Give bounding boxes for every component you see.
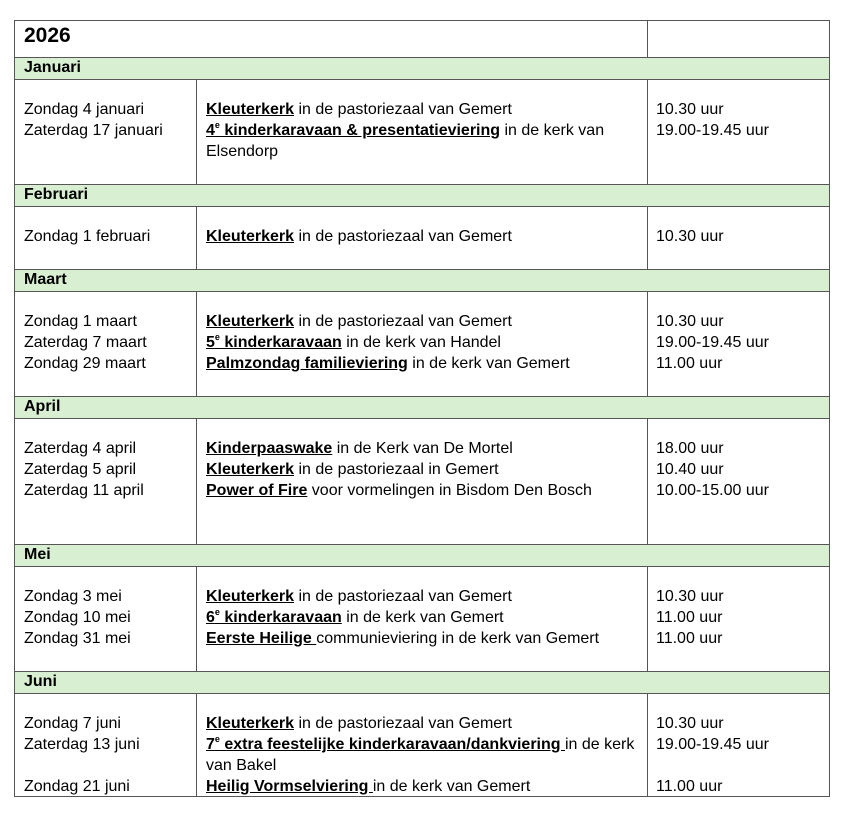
dates-column bbox=[24, 99, 194, 141]
event-title[interactable]: Kleuterkerk bbox=[206, 228, 295, 245]
month-body-februari bbox=[15, 206, 829, 269]
month-body-juni bbox=[15, 693, 829, 797]
month-name: Februari bbox=[24, 186, 89, 203]
event-description: Kleuterkerk in de pastoriezaal in Gemert bbox=[206, 461, 499, 478]
event-title[interactable]: Power of Fire bbox=[206, 482, 308, 499]
event-title[interactable]: Kleuterkerk bbox=[206, 588, 295, 605]
event-time: 19.00-19.45 uur bbox=[656, 334, 769, 351]
event-date: Zaterdag 5 april bbox=[24, 461, 137, 478]
event-description: Eerste Heilige communieviering in de kerk van Gemert bbox=[206, 630, 600, 647]
events-column bbox=[206, 99, 636, 162]
event-time: 10.30 uur bbox=[656, 715, 724, 732]
event-description: Palmzondag familieviering in de kerk van Gemert bbox=[206, 355, 570, 372]
event-title[interactable]: Heilig Vormselviering bbox=[206, 778, 373, 795]
month-header-mei bbox=[15, 544, 829, 566]
month-body-mei bbox=[15, 566, 829, 671]
event-title[interactable]: Kleuterkerk bbox=[206, 715, 295, 732]
schedule-table bbox=[14, 20, 830, 797]
event-time: 10.30 uur bbox=[656, 313, 724, 330]
event-description: Kleuterkerk in de pastoriezaal van Gemert bbox=[206, 228, 512, 245]
event-time: 11.00 uur bbox=[656, 630, 723, 647]
event-date: Zondag 1 maart bbox=[24, 313, 137, 330]
event-date: Zondag 3 mei bbox=[24, 588, 122, 605]
year-row bbox=[15, 20, 829, 57]
month-body-januari bbox=[15, 79, 829, 184]
month-header-maart bbox=[15, 269, 829, 291]
month-header-april bbox=[15, 396, 829, 418]
event-time: 11.00 uur bbox=[656, 609, 723, 626]
month-body-april bbox=[15, 418, 829, 544]
event-title[interactable]: Kleuterkerk bbox=[206, 461, 295, 478]
event-time: 10.00-15.00 uur bbox=[656, 482, 769, 499]
event-description: Kleuterkerk in de pastoriezaal van Gemert bbox=[206, 101, 512, 118]
event-title[interactable]: Kinderpaaswake bbox=[206, 440, 333, 457]
event-description: 5e kinderkaravaan in de kerk van Handel bbox=[206, 331, 501, 351]
event-date: Zaterdag 17 januari bbox=[24, 122, 163, 139]
event-title[interactable]: 7e extra feestelijke kinderkaravaan/dankviering bbox=[206, 733, 565, 753]
event-description: Kinderpaaswake in de Kerk van De Mortel bbox=[206, 440, 513, 457]
event-date: Zaterdag 13 juni bbox=[24, 736, 140, 753]
event-title[interactable]: Eerste Heilige bbox=[206, 630, 317, 647]
event-description: Heilig Vormselviering in de kerk van Gemert bbox=[206, 778, 531, 795]
event-title[interactable]: 6e kinderkaravaan bbox=[206, 606, 342, 626]
event-date: Zondag 29 maart bbox=[24, 355, 146, 372]
month-name: Januari bbox=[24, 59, 81, 76]
event-time: 10.40 uur bbox=[656, 461, 724, 478]
month-name: Juni bbox=[24, 673, 57, 690]
month-header-februari bbox=[15, 184, 829, 206]
event-date: Zondag 10 mei bbox=[24, 609, 131, 626]
event-description: Power of Fire voor vormelingen in Bisdom Den Bosch bbox=[206, 482, 592, 499]
event-title[interactable]: Kleuterkerk bbox=[206, 101, 295, 118]
event-description: Kleuterkerk in de pastoriezaal van Gemert bbox=[206, 313, 512, 330]
month-header-juni bbox=[15, 671, 829, 693]
month-body-maart bbox=[15, 291, 829, 396]
event-time: 10.30 uur bbox=[656, 228, 724, 245]
event-date: Zondag 31 mei bbox=[24, 630, 131, 647]
event-title[interactable]: 4e kinderkaravaan & presentatieviering bbox=[206, 119, 501, 139]
event-description: 6e kinderkaravaan in de kerk van Gemert bbox=[206, 606, 504, 626]
year-title: 2026 bbox=[24, 24, 71, 47]
event-date: Zaterdag 7 maart bbox=[24, 334, 147, 351]
event-description: 4e kinderkaravaan & presentatieviering in de kerk van Elsendorp bbox=[206, 119, 605, 160]
month-name: April bbox=[24, 398, 61, 415]
event-time: 18.00 uur bbox=[656, 440, 724, 457]
event-description: 7e extra feestelijke kinderkaravaan/dankviering in de kerk van Bakel bbox=[206, 733, 635, 774]
month-name: Mei bbox=[24, 546, 51, 563]
event-title[interactable]: Kleuterkerk bbox=[206, 313, 295, 330]
event-description: Kleuterkerk in de pastoriezaal van Gemert bbox=[206, 715, 512, 732]
event-time: 19.00-19.45 uur bbox=[656, 736, 769, 753]
event-date: Zondag 21 juni bbox=[24, 778, 130, 795]
event-time: 11.00 uur bbox=[656, 778, 723, 795]
month-header-januari bbox=[15, 57, 829, 79]
event-description: Kleuterkerk in de pastoriezaal van Gemert bbox=[206, 588, 512, 605]
event-time: 19.00-19.45 uur bbox=[656, 122, 769, 139]
event-date: Zaterdag 4 april bbox=[24, 440, 137, 457]
event-date: Zondag 7 juni bbox=[24, 715, 121, 732]
event-title[interactable]: 5e kinderkaravaan bbox=[206, 331, 342, 351]
times-column bbox=[656, 99, 826, 141]
event-date: Zondag 1 februari bbox=[24, 228, 151, 245]
event-date: Zondag 4 januari bbox=[24, 101, 145, 118]
event-time: 10.30 uur bbox=[656, 101, 724, 118]
event-time: 11.00 uur bbox=[656, 355, 723, 372]
event-time: 10.30 uur bbox=[656, 588, 724, 605]
month-name: Maart bbox=[24, 271, 67, 288]
event-date: Zaterdag 11 april bbox=[24, 482, 144, 499]
event-title[interactable]: Palmzondag familieviering bbox=[206, 355, 408, 372]
